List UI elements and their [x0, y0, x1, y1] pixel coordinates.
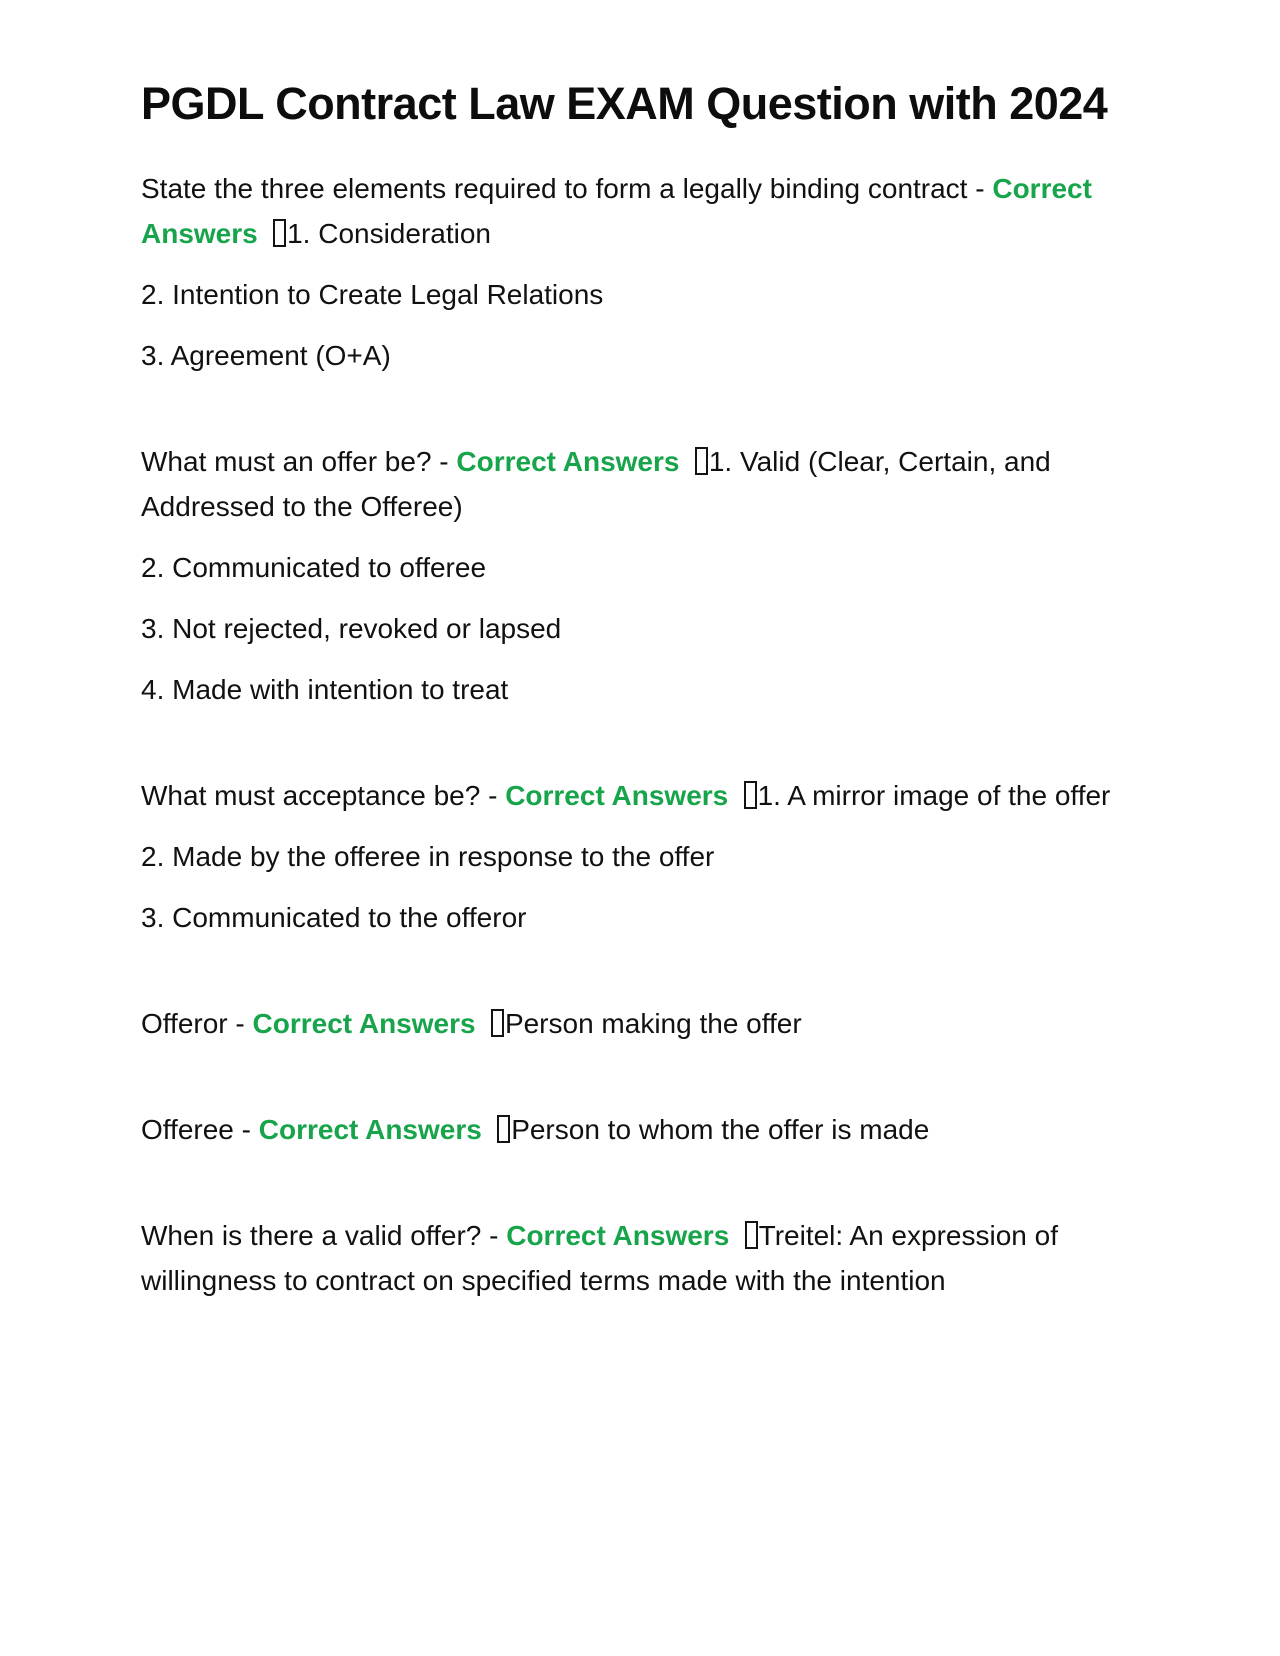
- answer-list-item: 3. Communicated to the offeror: [141, 902, 527, 933]
- missing-glyph-box-icon: [695, 447, 708, 475]
- missing-glyph-box-icon: [497, 1115, 510, 1143]
- qa-block: [141, 166, 1160, 378]
- missing-glyph-box-icon: [491, 1009, 504, 1037]
- missing-glyph-box-icon: [745, 1221, 758, 1249]
- qa-block: [141, 1107, 1160, 1152]
- answer-list-item: 3. Not rejected, revoked or lapsed: [141, 613, 562, 644]
- question-answer-line: [141, 1213, 1151, 1303]
- answer-text: 1. Consideration: [287, 218, 491, 249]
- question-answer-line: [141, 1107, 1151, 1152]
- question-answer-line: [141, 1001, 1151, 1046]
- question-text: When is there a valid offer? -: [141, 1220, 499, 1251]
- correct-answers-label: Correct Answers: [252, 1008, 476, 1039]
- missing-glyph-box-icon: [273, 219, 286, 247]
- question-text: Offeror -: [141, 1008, 245, 1039]
- question-answer-line: [141, 166, 1151, 256]
- answer-text: 1. Valid (Clear, Certain, and Addressed to the Offeree): [141, 446, 1051, 522]
- answer-list-item: 4. Made with intention to treat: [141, 674, 509, 705]
- page-title: PGDL Contract Law EXAM Question with 2024: [141, 78, 1108, 129]
- question-answer-line: [141, 439, 1151, 529]
- answer-text: Person making the offer: [504, 1008, 802, 1039]
- question-text: Offeree -: [141, 1114, 251, 1145]
- question-answer-line: [141, 773, 1151, 818]
- answer-text: 1. A mirror image of the offer: [757, 780, 1111, 811]
- answer-list-item: 2. Intention to Create Legal Relations: [141, 279, 604, 310]
- correct-answers-label: Correct Answers: [506, 1220, 730, 1251]
- correct-answers-label: Correct Answers: [258, 1114, 482, 1145]
- question-text: What must acceptance be? -: [141, 780, 498, 811]
- qa-block: [141, 1213, 1160, 1303]
- qa-block: [141, 1001, 1160, 1046]
- question-text: What must an offer be? -: [141, 446, 449, 477]
- correct-answers-label: Correct Answers: [505, 780, 729, 811]
- qa-block: [141, 439, 1160, 712]
- answer-list-item: 3. Agreement (O+A): [141, 340, 391, 371]
- correct-answers-label: Correct Answers: [456, 446, 680, 477]
- answer-list-item: 2. Communicated to offeree: [141, 552, 487, 583]
- missing-glyph-box-icon: [744, 781, 757, 809]
- answer-list-item: 2. Made by the offeree in response to the offer: [141, 841, 715, 872]
- qa-block: [141, 773, 1160, 940]
- correct-answers-label: Correct Answers: [141, 173, 1092, 249]
- answer-text: Treitel: An expression of willingness to contract on specified terms made with the intention: [141, 1220, 1058, 1296]
- question-text: State the three elements required to form a legally binding contract -: [141, 173, 985, 204]
- answer-text: Person to whom the offer is made: [511, 1114, 930, 1145]
